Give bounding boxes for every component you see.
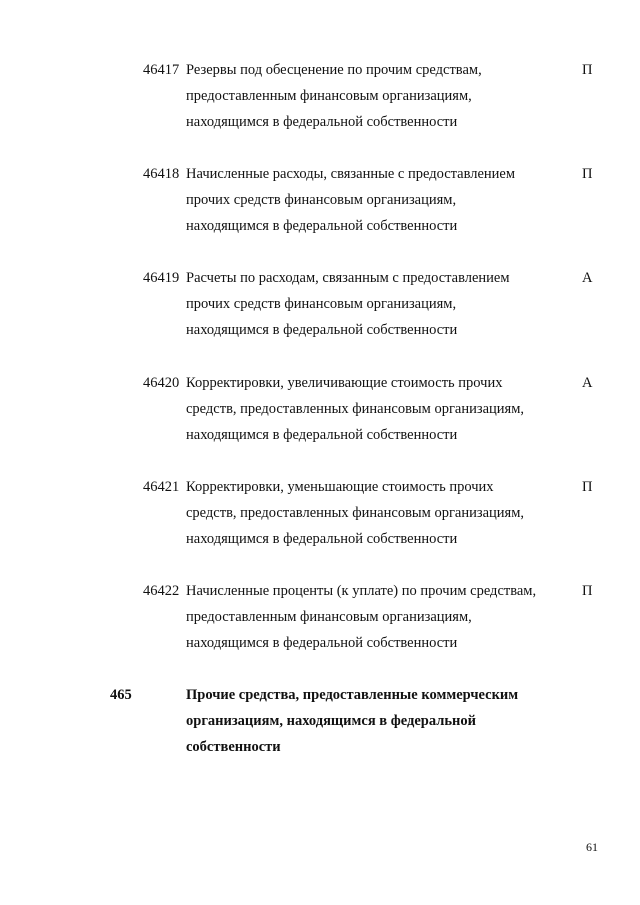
description-line: Корректировки, увеличивающие стоимость прочих [186,375,503,391]
account-code: 46420 [143,375,180,391]
account-type: А [582,375,593,391]
account-code: 46421 [143,479,180,495]
description-line: Начисленные проценты (к уплате) по прочим средствам, [186,583,537,599]
account-code: 46418 [143,166,180,182]
description-line: находящимся в федеральной собственности [186,114,458,130]
account-type: П [582,62,593,78]
page-number: 61 [586,840,598,854]
description-line: средств, предоставленных финансовым организациям, [186,401,525,417]
description-line: находящимся в федеральной собственности [186,322,458,338]
group-title-line: собственности [186,739,281,755]
description-line: предоставленным финансовым организациям, [186,609,472,625]
description-line: Корректировки, уменьшающие стоимость прочих [186,479,494,495]
account-code: 46422 [143,583,180,599]
account-code: 46419 [143,270,180,286]
description-line: Начисленные расходы, связанные с предоставлением [186,166,516,182]
account-description [186,265,571,343]
account-type: П [582,583,593,599]
account-type: А [582,270,593,286]
account-description [186,578,571,656]
description-line: находящимся в федеральной собственности [186,427,458,443]
account-type: П [582,166,593,182]
group-code: 465 [110,687,132,703]
description-line: находящимся в федеральной собственности [186,531,458,547]
description-line: находящимся в федеральной собственности [186,635,458,651]
account-code: 46417 [143,62,180,78]
account-description [186,161,571,239]
description-line: Расчеты по расходам, связанным с предоставлением [186,270,510,286]
description-line: прочих средств финансовым организациям, [186,192,457,208]
group-title [186,682,576,760]
description-line: находящимся в федеральной собственности [186,218,458,234]
description-line: средств, предоставленных финансовым организациям, [186,505,525,521]
description-line: прочих средств финансовым организациям, [186,296,457,312]
account-description [186,370,571,448]
description-line: Резервы под обесценение по прочим средствам, [186,62,482,78]
description-line: предоставленным финансовым организациям, [186,88,472,104]
group-title-line: организациям, находящимся в федеральной [186,713,477,729]
account-description [186,474,571,552]
account-type: П [582,479,593,495]
account-description [186,57,571,135]
group-title-line: Прочие средства, предоставленные коммерческим [186,687,519,703]
